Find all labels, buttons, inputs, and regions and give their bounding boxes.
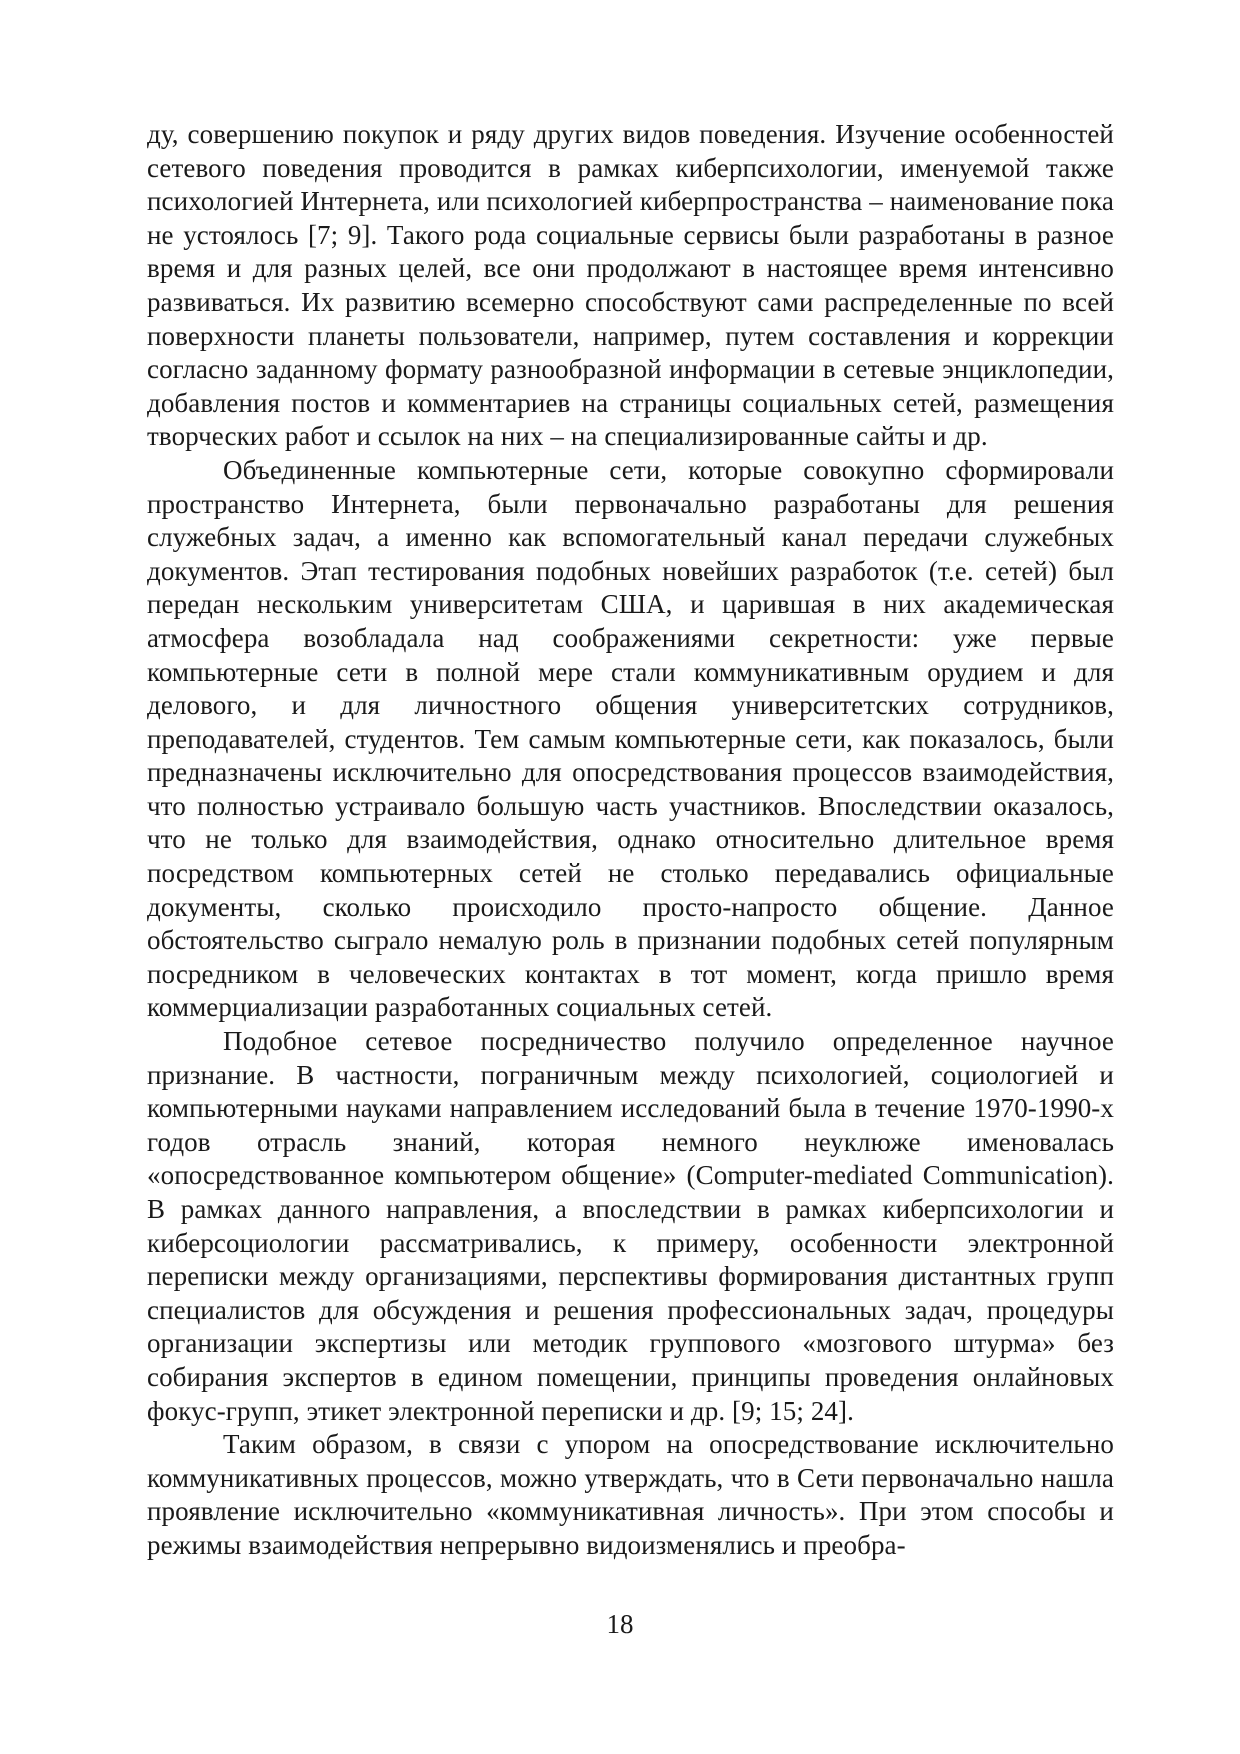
page-body [147,118,1114,1563]
page-number: 18 [606,1609,634,1639]
paragraph-continuation: ду, совершению покупок и ряду других видов поведения. Изучение особенностей сетевого поведения проводится в рамках киберпсихологии, именуемой также психологией Интернета, или психологией киберпространства – наименование пока не устоялось [7; 9]. Такого рода социальные сервисы были разработаны в разное время и для разных целей, все они продолжают в настоящее время интенсивно развиваться. Их развитию всемерно способствуют сами распределенные по всей поверхности планеты пользователи, например, путем составления и коррекции согласно заданному формату разнообразной информации в сетевые энциклопедии, добавления постов и комментариев на страницы социальных сетей, размещения творческих работ и ссылок на них – на специализированные сайты и др. [147,119,1114,452]
paragraph-networks-origin: Объединенные компьютерные сети, которые совокупно сформировали пространство Интернета, были первоначально разработаны для решения служебных задач, а именно как вспомогательный канал передачи служебных документов. Этап тестирования подобных новейших разработок (т.е. сетей) был передан нескольким университетам США, и царившая в них академическая атмосфера возобладала над соображениями секретности: уже первые компьютерные сети в полной мере стали коммуникативным орудием и для делового, и для личностного общения университетских сотрудников, преподавателей, студентов. Тем самым компьютерные сети, как показалось, были предназначены исключительно для опосредствования процессов взаимодействия, что полностью устраивало большую часть участников. Впоследствии оказалось, что не только для взаимодействия, однако относительно длительное время посредством компьютерных сетей не столько передавались официальные документы, сколько происходило просто-напросто общение. Данное обстоятельство сыграло немалую роль в признании подобных сетей популярным посредником в человеческих контактах в тот момент, когда пришло время коммерциализации разработанных социальных сетей. [147,454,1114,1023]
paragraph-communicative-personality: Таким образом, в связи с упором на опосредствование исключительно коммуникативных процессов, можно утверждать, что в Сети первоначально нашла проявление исключительно «коммуникативная личность». При этом способы и режимы взаимодействия непрерывно видоизменялись и преобра- [147,1429,1114,1560]
paragraph-scientific-recognition: Подобное сетевое посредничество получило определенное научное признание. В частности, пограничным между психологией, социологией и компьютерными науками направлением исследований была в течение 1970-1990-х годов отрасль знаний, которая немного неуклюже именовалась «опосредствованное компьютером общение» (Computer-mediated Communication). В рамках данного направления, а впоследствии в рамках киберпсихологии и киберсоциологии рассматривались, к примеру, особенности электронной переписки между организациями, перспективы формирования дистантных групп специалистов для обсуждения и решения профессиональных задач, процедуры организации экспертизы или методик группового «мозгового штурма» без собирания экспертов в едином помещении, принципы проведения онлайновых фокус-групп, этикет электронной переписки и др. [9; 15; 24]. [147,1026,1114,1426]
